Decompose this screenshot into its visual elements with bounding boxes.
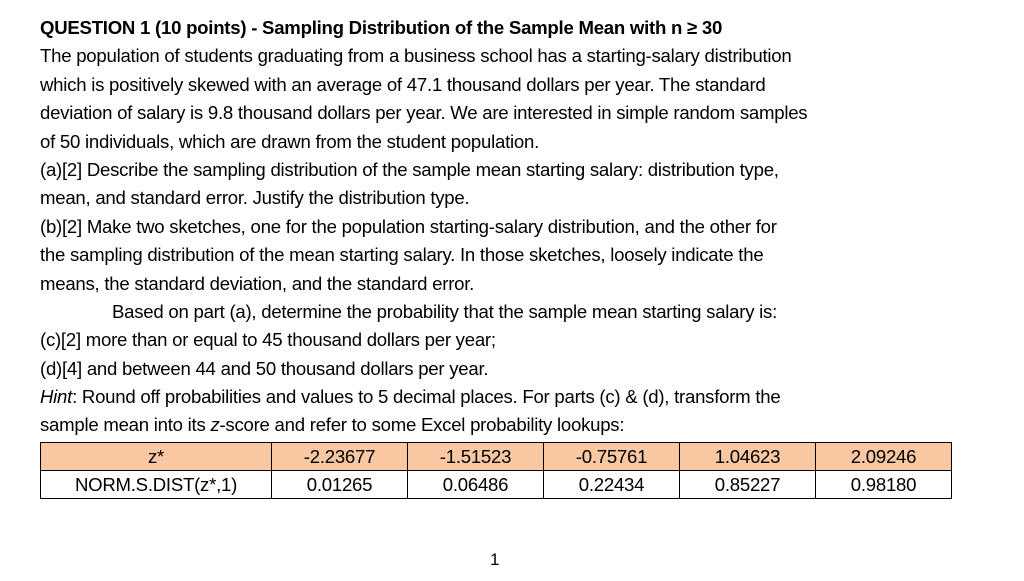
part-d: (d)[4] and between 44 and 50 thousand dollars per year. bbox=[40, 357, 489, 379]
z-italic: z bbox=[210, 414, 220, 436]
paragraph-line: which is positively skewed with an average of 47.1 thousand dollars per year. The standard bbox=[40, 73, 766, 95]
z-cell: -0.75761 bbox=[544, 443, 680, 471]
prob-cell: 0.01265 bbox=[272, 471, 408, 499]
table-row-z bbox=[41, 443, 952, 471]
hint-text: -score and refer to some Excel probability lookups: bbox=[219, 414, 625, 436]
z-cell: -2.23677 bbox=[272, 443, 408, 471]
hint-text: : Round off probabilities and values to 5 decimal places. For parts (c) & (d), transform the bbox=[72, 386, 781, 408]
question-document bbox=[40, 14, 807, 440]
part-b: (b)[2] Make two sketches, one for the population starting-salary distribution, and the other for bbox=[40, 215, 777, 237]
paragraph-line: of 50 individuals, which are drawn from the student population. bbox=[40, 130, 539, 152]
hint-line bbox=[40, 383, 807, 411]
row-label-normsdist: NORM.S.DIST(z*,1) bbox=[41, 471, 272, 499]
part-c: (c)[2] more than or equal to 45 thousand dollars per year; bbox=[40, 329, 496, 351]
row-label-z: z* bbox=[41, 443, 272, 471]
z-cell: 2.09246 bbox=[816, 443, 952, 471]
paragraph-line: The population of students graduating from a business school has a starting-salary distribution bbox=[40, 45, 792, 67]
z-cell: -1.51523 bbox=[408, 443, 544, 471]
based-on-line: Based on part (a), determine the probability that the sample mean starting salary is: bbox=[112, 300, 778, 322]
probability-lookup-table bbox=[40, 442, 952, 499]
part-a-cont: mean, and standard error. Justify the distribution type. bbox=[40, 187, 470, 209]
hint-label: Hint bbox=[40, 386, 73, 408]
table-row-prob bbox=[41, 471, 952, 499]
part-a: (a)[2] Describe the sampling distribution of the sample mean starting salary: distribution type, bbox=[40, 158, 779, 180]
prob-cell: 0.22434 bbox=[544, 471, 680, 499]
page-number: 1 bbox=[490, 550, 500, 569]
question-title: QUESTION 1 (10 points) - Sampling Distribution of the Sample Mean with n ≥ 30 bbox=[40, 17, 723, 38]
hint-text: sample mean into its bbox=[40, 414, 211, 436]
prob-cell: 0.85227 bbox=[680, 471, 816, 499]
z-cell: 1.04623 bbox=[680, 443, 816, 471]
prob-cell: 0.06486 bbox=[408, 471, 544, 499]
paragraph-line: deviation of salary is 9.8 thousand dollars per year. We are interested in simple random samples bbox=[40, 102, 808, 124]
part-b-cont: the sampling distribution of the mean starting salary. In those sketches, loosely indicate the bbox=[40, 244, 764, 266]
hint-line-2 bbox=[40, 411, 807, 439]
prob-cell: 0.98180 bbox=[816, 471, 952, 499]
part-b-cont: means, the standard deviation, and the standard error. bbox=[40, 272, 475, 294]
